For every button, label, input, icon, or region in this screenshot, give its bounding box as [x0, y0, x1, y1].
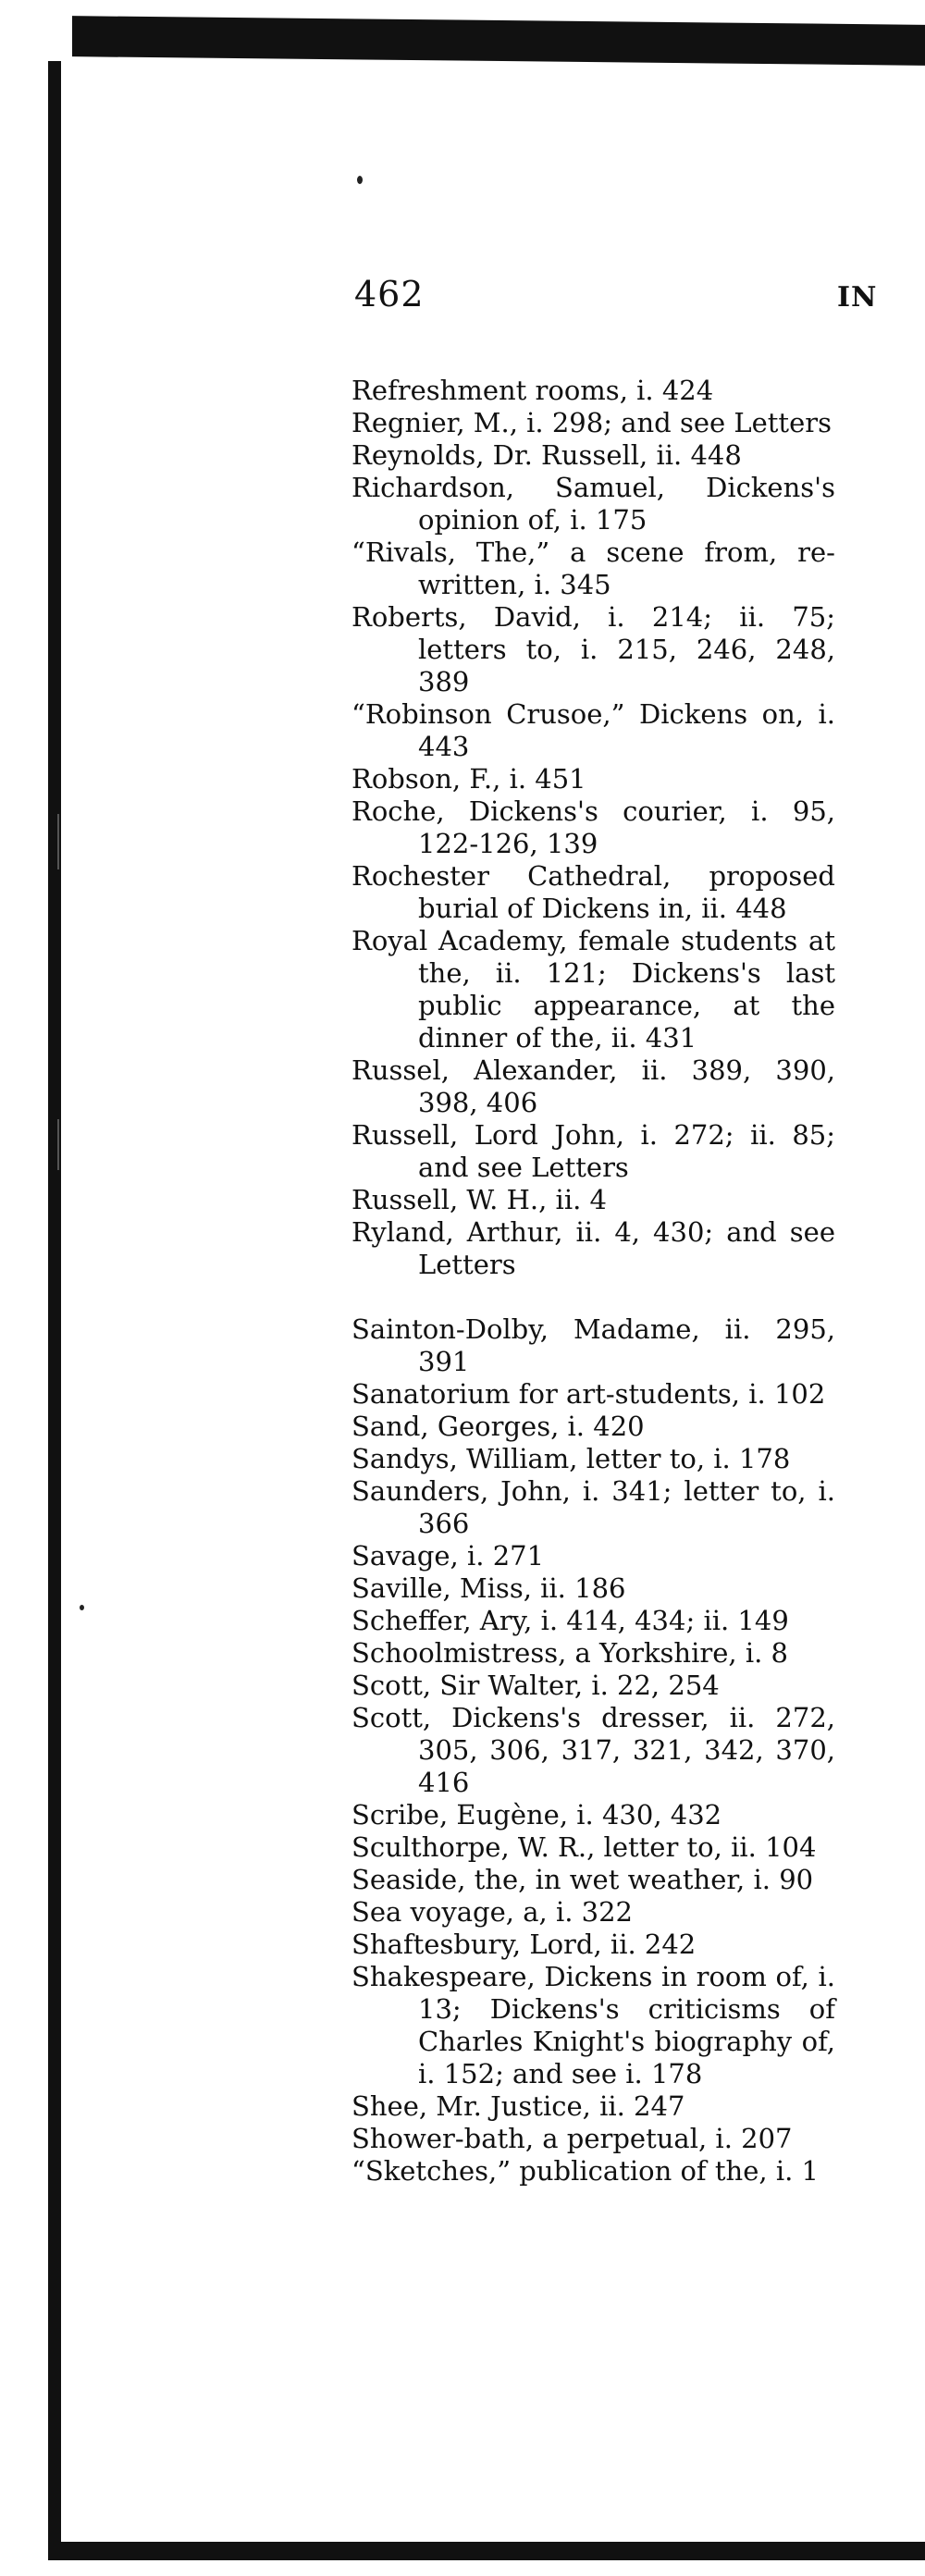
index-entry: Shakespeare, Dickens in room of, i. 13; Dickens's criticisms of Charles Knight's biography of, i. 152; and see i. 178: [352, 1961, 835, 2089]
index-entry: Saville, Miss, ii. 186: [352, 1572, 626, 1604]
index-entry: Sand, Georges, i. 420: [352, 1411, 645, 1442]
index-entry: Roche, Dickens's courier, i. 95, 122-126, 139: [352, 795, 835, 859]
index-entry: Scheffer, Ary, i. 414, 434; ii. 149: [352, 1605, 789, 1636]
page-number: 462: [354, 274, 425, 314]
index-entry: Roberts, David, i. 214; ii. 75; letters to, i. 215, 246, 248, 389: [352, 601, 835, 697]
section-gap: [352, 1281, 835, 1313]
bottom-page-edge: [48, 2542, 925, 2560]
index-entry: Schoolmistress, a Yorkshire, i. 8: [352, 1637, 789, 1669]
running-head: IN: [837, 281, 878, 314]
index-entry: Sandys, William, letter to, i. 178: [352, 1443, 791, 1474]
index-entry: Royal Academy, female students at the, ii. 121; Dickens's last public appearance, at the dinner of the, ii. 431: [352, 925, 835, 1054]
index-entry: Shee, Mr. Justice, ii. 247: [352, 2090, 685, 2122]
index-entry: Seaside, the, in wet weather, i. 90: [352, 1864, 814, 1895]
index-entry: Scott, Sir Walter, i. 22, 254: [352, 1670, 720, 1701]
index-entry: Ryland, Arthur, ii. 4, 430; and see Letters: [352, 1216, 835, 1280]
index-entry: Scribe, Eugène, i. 430, 432: [352, 1799, 722, 1830]
index-entry: Scott, Dickens's dresser, ii. 272, 305, 306, 317, 321, 342, 370, 416: [352, 1702, 835, 1798]
index-entry: Shower-bath, a perpetual, i. 207: [352, 2123, 793, 2154]
index-entry: Regnier, M., i. 298; and see Letters: [352, 407, 832, 438]
index-entry: Savage, i. 271: [352, 1540, 545, 1571]
index-entry: “Sketches,” publication of the, i. 1: [352, 2155, 819, 2187]
left-page-edge: [48, 61, 61, 2549]
margin-mark: [57, 814, 59, 869]
top-edge-shadow: [72, 16, 925, 66]
index-entry: Reynolds, Dr. Russell, ii. 448: [352, 439, 742, 471]
index-entry: Russel, Alexander, ii. 389, 390, 398, 406: [352, 1054, 835, 1118]
index-entry: “Rivals, The,” a scene from, re-written, i. 345: [352, 536, 835, 600]
index-entry: Refreshment rooms, i. 424: [352, 375, 714, 406]
index-entry: Sainton-Dolby, Madame, ii. 295, 391: [352, 1313, 835, 1377]
index-entry: Shaftesbury, Lord, ii. 242: [352, 1929, 697, 1960]
index-entry: Russell, Lord John, i. 272; ii. 85; and see Letters: [352, 1119, 835, 1183]
index-column: [352, 375, 835, 2188]
index-group-s: [352, 1313, 835, 2188]
index-group-r: [352, 375, 835, 1281]
index-entry: Sculthorpe, W. R., letter to, ii. 104: [352, 1831, 817, 1863]
index-entry: Russell, W. H., ii. 4: [352, 1184, 607, 1215]
ink-speck: [80, 1605, 84, 1610]
index-entry: Rochester Cathedral, proposed burial of Dickens in, ii. 448: [352, 860, 835, 924]
margin-mark: [57, 1119, 59, 1170]
ink-speck: [357, 176, 363, 184]
index-entry: Saunders, John, i. 341; letter to, i. 366: [352, 1475, 835, 1539]
index-entry: Sea voyage, a, i. 322: [352, 1896, 634, 1928]
index-entry: Richardson, Samuel, Dickens's opinion of, i. 175: [352, 472, 835, 536]
index-entry: Robson, F., i. 451: [352, 763, 586, 795]
index-entry: “Robinson Crusoe,” Dickens on, i. 443: [352, 698, 835, 762]
index-entry: Sanatorium for art-students, i. 102: [352, 1378, 826, 1410]
